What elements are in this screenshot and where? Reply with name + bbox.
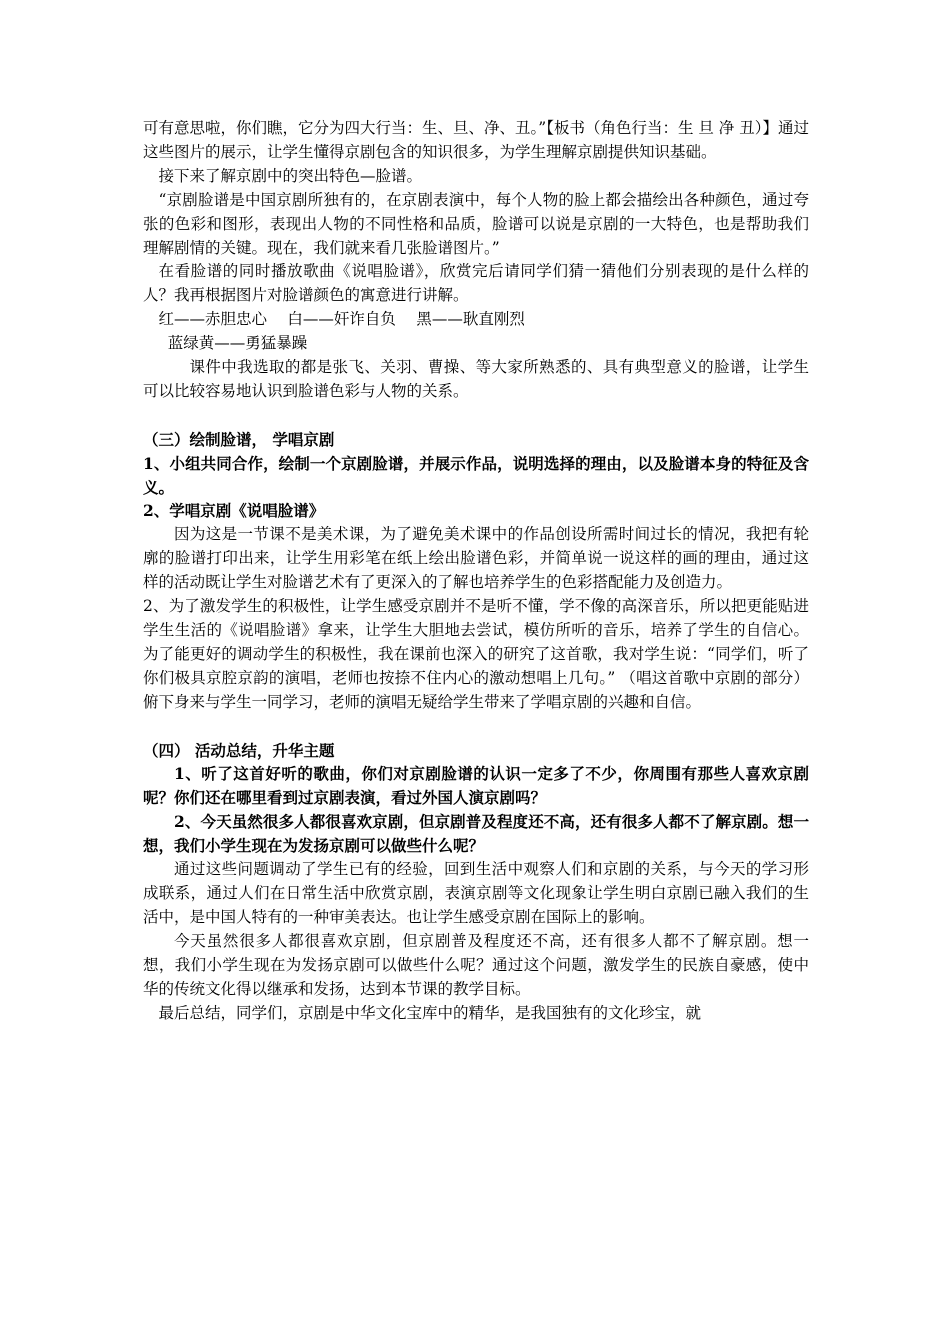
paragraph-summary: 最后总结，同学们，京剧是中华文化宝库中的精华，是我国独有的文化珍宝，就 bbox=[158, 1003, 702, 1022]
paragraph-color-meanings: 红——赤胆忠心 白——奸诈自负 黑——耿直刚烈 bbox=[158, 310, 525, 329]
paragraph-question-two: 2、今天虽然很多人都很喜欢京剧，但京剧普及程度还不高，还有很多人都不了解京剧。想一想，我们小学生现在为发扬京剧可以做些什么呢？ bbox=[143, 812, 809, 856]
section-heading-three: （三）绘制脸谱， 学唱京剧 bbox=[143, 429, 335, 449]
paragraph-motivate-students: 2、为了激发学生的积极性，让学生感受京剧并不是听不懂，学不像的高深音乐，所以把更能贴进学生生活的《说唱脸谱》拿来，让学生大胆地去尝试，模仿所听的音乐，培养了学生的自信心。 为了能更好的调动学生的积极性，我在课前也深入的研究了这首歌，我对学生说：“同学们，听了你们极具京腔京韵的演唱，老师也按捺不住内心的激动想唱上几句。” （唱这首歌中京剧的部分）俯下身来与学生一同学习，老师的演唱无疑给学生带来了学唱京剧的兴趣和自信。 bbox=[143, 597, 809, 711]
paragraph-intro-facial-makeup: 接下来了解京剧中的突出特色—脸谱。 bbox=[158, 166, 423, 185]
paragraph-role-types: 可有意思啦，你们瞧，它分为四大行当：生、旦、净、丑。”【板书（角色行当：生 旦 净 丑）】通过这些图片的展示，让学生懂得京剧包含的知识很多，为学生理解京剧提供知识基础。 bbox=[143, 119, 809, 161]
paragraph-question-one: 1、听了这首好听的歌曲，你们对京剧脸谱的认识一定多了不少，你周围有那些人喜欢京剧呢？你们还在哪里看到过京剧表演，看过外国人演京剧吗？ bbox=[143, 764, 809, 808]
paragraph-color-meanings-2: 蓝绿黄——勇猛暴躁 bbox=[167, 334, 308, 353]
paragraph-courseware: 课件中我选取的都是张飞、关羽、曹操、等大家所熟悉的、具有典型意义的脸谱，让学生可以比较容易地认识到脸谱色彩与人物的关系。 bbox=[143, 358, 809, 400]
paragraph-not-art-class: 因为这是一节课不是美术课，为了避免美术课中的作品创设所需时间过长的情况，我把有轮廓的脸谱打印出来，让学生用彩笔在纸上绘出脸谱色彩，并简单说一说这样的画的理由，通过这样的活动既让学生对脸谱艺术有了更深入的了解也培养学生的色彩搭配能力及创造力。 bbox=[143, 525, 809, 592]
blank-line bbox=[143, 715, 809, 739]
paragraph-pride: 今天虽然很多人都很喜欢京剧，但京剧普及程度还不高，还有很多人都不了解京剧。想一想，我们小学生现在为发扬京剧可以做些什么呢？通过这个问题，激发学生的民族自豪感，使中华的传统文化得以继承和发扬，达到本节课的教学目标。 bbox=[143, 931, 809, 998]
paragraph-group-drawing: 1、小组共同合作，绘制一个京剧脸谱，并展示作品，说明选择的理由，以及脸谱本身的特征及含义。 bbox=[143, 453, 809, 497]
document-page bbox=[143, 117, 809, 1025]
section-heading-four: （四） 活动总结，升华主题 bbox=[143, 740, 335, 760]
paragraph-learn-song: 2、学唱京剧《说唱脸谱》 bbox=[143, 501, 325, 521]
paragraph-play-song: 在看脸谱的同时播放歌曲《说唱脸谱》，欣赏完后请同学们猜一猜他们分别表现的是什么样的人？我再根据图片对脸谱颜色的寓意进行讲解。 bbox=[143, 262, 809, 305]
blank-line bbox=[143, 404, 809, 428]
paragraph-facial-makeup-quote: “京剧脸谱是中国京剧所独有的，在京剧表演中，每个人物的脸上都会描绘出各种颜色，通过夸张的色彩和图形，表现出人物的不同性格和品质，脸谱可以说是京剧的一大特色，也是帮助我们理解剧情的关键。现在，我们就来看几张脸谱图片。” bbox=[143, 190, 809, 257]
paragraph-experience: 通过这些问题调动了学生已有的经验，回到生活中观察人们和京剧的关系，与今天的学习形成联系，通过人们在日常生活中欣赏京剧，表演京剧等文化现象让学生明白京剧已融入我们的生活中，是中国人特有的一种审美表达。也让学生感受京剧在国际上的影响。 bbox=[143, 860, 809, 926]
